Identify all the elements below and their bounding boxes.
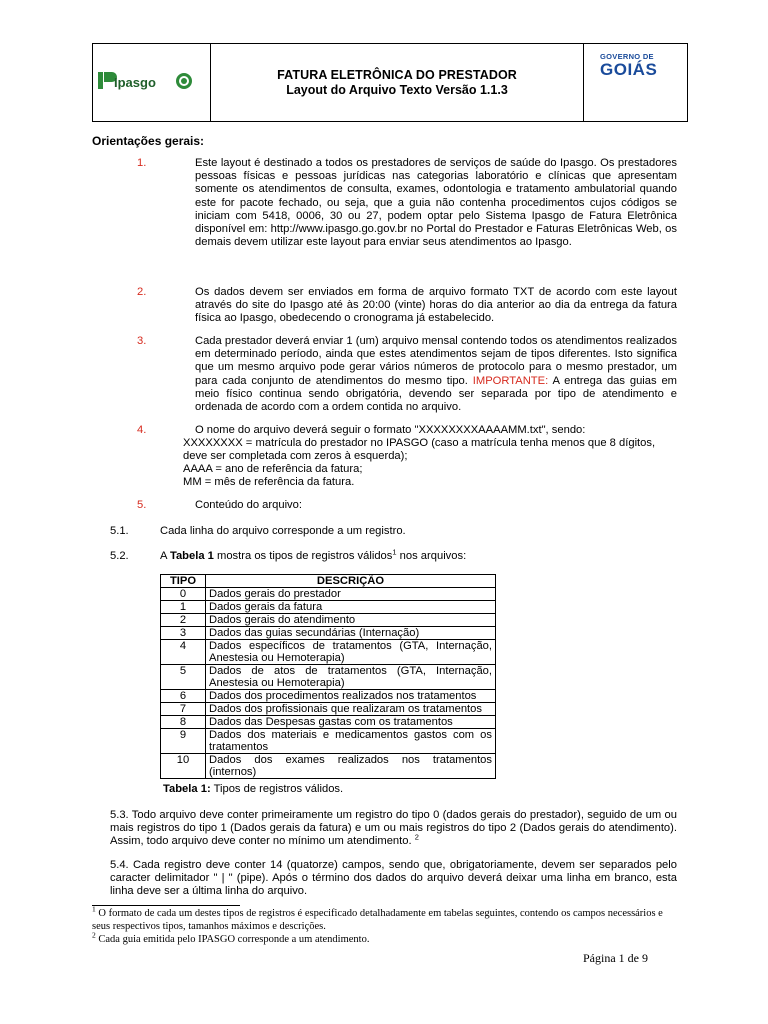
table-cell-descricao: Dados dos procedimentos realizados nos tratamentos: [206, 690, 496, 703]
table-row: [161, 729, 496, 754]
goias-logo: [600, 52, 670, 78]
footnote-divider: [92, 905, 240, 906]
table-row: [161, 640, 496, 665]
sub-5-2-pre: A: [160, 550, 170, 562]
footnote-ref-1: 1: [392, 547, 397, 557]
sub-5-2-post: nos arquivos:: [396, 550, 467, 562]
table-cell-tipo: 8: [161, 716, 206, 729]
table-cell-tipo: 3: [161, 627, 206, 640]
item-4-line-3: AAAA = ano de referência da fatura;: [183, 463, 363, 475]
goias-logo-top: GOVERNO DE: [600, 52, 654, 61]
table-row: [161, 754, 496, 779]
table-row: [161, 690, 496, 703]
table-row: [161, 614, 496, 627]
table-row: [161, 703, 496, 716]
table-cell-descricao: Dados específicos de tratamentos (GTA, Internação, Anestesia ou Hemoterapia): [206, 640, 496, 665]
sub-5-3-body: 5.3. Todo arquivo deve conter primeiramente um registro do tipo 0 (dados gerais do prestador), seguido de um ou mais registros do tipo 1 (Dados gerais da fatura) e um ou mais registros do tipo 2 (Dados gerais do atendimento). Assim, todo arquivo deve conter no mínimo um atendimento.: [110, 809, 677, 848]
table-cell-descricao: Dados gerais do atendimento: [206, 614, 496, 627]
footnote-2: [92, 930, 682, 947]
table-caption-text: Tipos de registros válidos.: [210, 783, 344, 795]
item-3-number: 3.: [137, 335, 147, 347]
sub-5-1-number: 5.1.: [110, 525, 129, 537]
table-cell-tipo: 1: [161, 601, 206, 614]
item-5-text: Conteúdo do arquivo:: [195, 499, 302, 511]
logo-ipasgo-text: Ipasgo: [114, 75, 156, 90]
footnote-1-mark: 1: [92, 904, 96, 914]
record-types-table: [160, 574, 496, 779]
sub-5-2-text: [160, 547, 467, 563]
item-1-text: Este layout é destinado a todos os prestadores de serviços de saúde do Ipasgo. Os prestadores pessoas físicas e pessoas jurídicas nas categorias laboratório e clínicas que apresentam somente os atendimentos de consulta, exames, odontologia e tratamento ambulatorial quando este for pacote fechado, ou seja, que a guia não contenha procedimentos cujos códigos se iniciam com 5418, 0006, 30 ou 27, podem optar pelo Sistema Ipasgo de Fatura Eletrônica disponível em: http://www.ipasgo.go.gov.br no Portal do Prestador e Faturas Eletrônicas Web, os demais devem utilizar este layout para enviar seus atendimentos ao Ipasgo.: [195, 157, 677, 249]
table-cell-descricao: Dados das Despesas gastas com os tratamentos: [206, 716, 496, 729]
sub-5-2-table-ref: Tabela 1: [169, 550, 214, 562]
table-cell-descricao: Dados gerais da fatura: [206, 601, 496, 614]
table-cell-tipo: 0: [161, 588, 206, 601]
table-header-descricao: DESCRIÇÃO: [206, 575, 496, 588]
table-cell-tipo: 7: [161, 703, 206, 716]
item-5-number: 5.: [137, 499, 147, 511]
important-label: IMPORTANTE:: [472, 374, 549, 387]
section-title: Orientações gerais:: [92, 134, 205, 148]
table-cell-tipo: 4: [161, 640, 206, 665]
item-2-number: 2.: [137, 286, 147, 298]
footnote-1: [92, 904, 682, 933]
table-cell-tipo: 5: [161, 665, 206, 690]
table-cell-descricao: Dados dos exames realizados nos tratamentos (internos): [206, 754, 496, 779]
header-title-cell: [211, 44, 583, 121]
table-header-tipo: TIPO: [161, 575, 206, 588]
table-cell-tipo: 2: [161, 614, 206, 627]
goias-logo-bottom: GOIÁS: [600, 60, 658, 79]
table-row: [161, 601, 496, 614]
table-cell-descricao: Dados gerais do prestador: [206, 588, 496, 601]
header-logo-cell: [93, 44, 211, 121]
item-4-text: O nome do arquivo deverá seguir o formato "XXXXXXXXAAAAMM.txt", sendo:: [195, 424, 586, 436]
sub-5-3-text: [110, 809, 677, 849]
table-cell-tipo: 10: [161, 754, 206, 779]
table-cell-tipo: 9: [161, 729, 206, 754]
table-cell-tipo: 6: [161, 690, 206, 703]
table-cell-descricao: Dados dos profissionais que realizaram os tratamentos: [206, 703, 496, 716]
item-4-number: 4.: [137, 424, 147, 436]
table-row: [161, 588, 496, 601]
item-3-text: [195, 335, 677, 414]
footnote-2-text: Cada guia emitida pelo IPASGO corresponde a um atendimento.: [95, 934, 370, 945]
footnote-ref-2: 2: [414, 832, 419, 842]
table-body: [161, 588, 496, 779]
page-number: Página 1 de 9: [583, 951, 648, 965]
item-4-line-2: deve ser completada com zeros à esquerda);: [183, 450, 408, 462]
item-3-text-a: Cada prestador deverá enviar 1 (um) arquivo mensal contendo todos os atendimentos realizados em determinado período, ainda que estes atendimentos sejam de tipos diferentes. Isto significa que um mesmo arquivo pode gerar vários números de protocolo para o mesmo prestador, um para cada conjunto de atendimentos do mesmo tipo.: [195, 335, 677, 387]
footnote-1-text: O formato de cada um destes tipos de registros é especificado detalhadamente em tabelas seguintes, contendo os campos necessários e seus respectivos tipos, tamanhos máximos e descrições.: [92, 908, 663, 932]
item-1-number: 1.: [137, 157, 147, 169]
table-cell-descricao: Dados de atos de tratamentos (GTA, Internação, Anestesia ou Hemoterapia): [206, 665, 496, 690]
ipasgo-logo-icon: [96, 69, 196, 93]
table-cell-descricao: Dados das guias secundárias (Internação): [206, 627, 496, 640]
document-header: [92, 43, 688, 122]
item-4-line-1: XXXXXXXX = matrícula do prestador no IPASGO (caso a matrícula tenha menos que 8 dígitos,: [183, 437, 656, 449]
sub-5-2-mid: mostra os tipos de registros válidos: [213, 550, 393, 562]
table-caption: [163, 783, 343, 795]
sub-5-4-text: 5.4. Cada registro deve conter 14 (quatorze) campos, sendo que, obrigatoriamente, devem ser separados pelo caracter delimitador " | " (pipe). Após o término dos dados do arquivo deverá deixar uma linha em branco, esta linha deve ser a última linha do arquivo.: [110, 859, 677, 898]
sub-5-1-text: Cada linha do arquivo corresponde a um registro.: [160, 525, 406, 537]
sub-5-2-number: 5.2.: [110, 550, 129, 562]
table-row: [161, 665, 496, 690]
table-caption-label: Tabela 1:: [163, 783, 211, 795]
item-2-text: Os dados devem ser enviados em forma de arquivo formato TXT de acordo com este layout através do site do Ipasgo até às 20:00 (vinte) horas do dia anterior ao dia da entrega da fatura física ao Ipasgo, obedecendo o cronograma já estabelecido.: [195, 286, 677, 325]
table-cell-descricao: Dados dos materiais e medicamentos gastos com os tratamentos: [206, 729, 496, 754]
table-row: [161, 627, 496, 640]
table-row: [161, 716, 496, 729]
header-gov-logo-cell: [583, 44, 687, 121]
item-4-line-4: MM = mês de referência da fatura.: [183, 476, 355, 488]
item-3-text-b: A entrega das guias em meio físico continua sendo obrigatória, devendo ser separada por tipo de atendimento e ordenada de acordo com a ordem contida no arquivo.: [195, 374, 678, 414]
table-header-row: [161, 575, 496, 588]
document-subtitle: Layout do Arquivo Texto Versão 1.1.3: [286, 83, 508, 97]
footnote-2-mark: 2: [92, 930, 96, 940]
document-title: FATURA ELETRÔNICA DO PRESTADOR: [277, 68, 517, 82]
